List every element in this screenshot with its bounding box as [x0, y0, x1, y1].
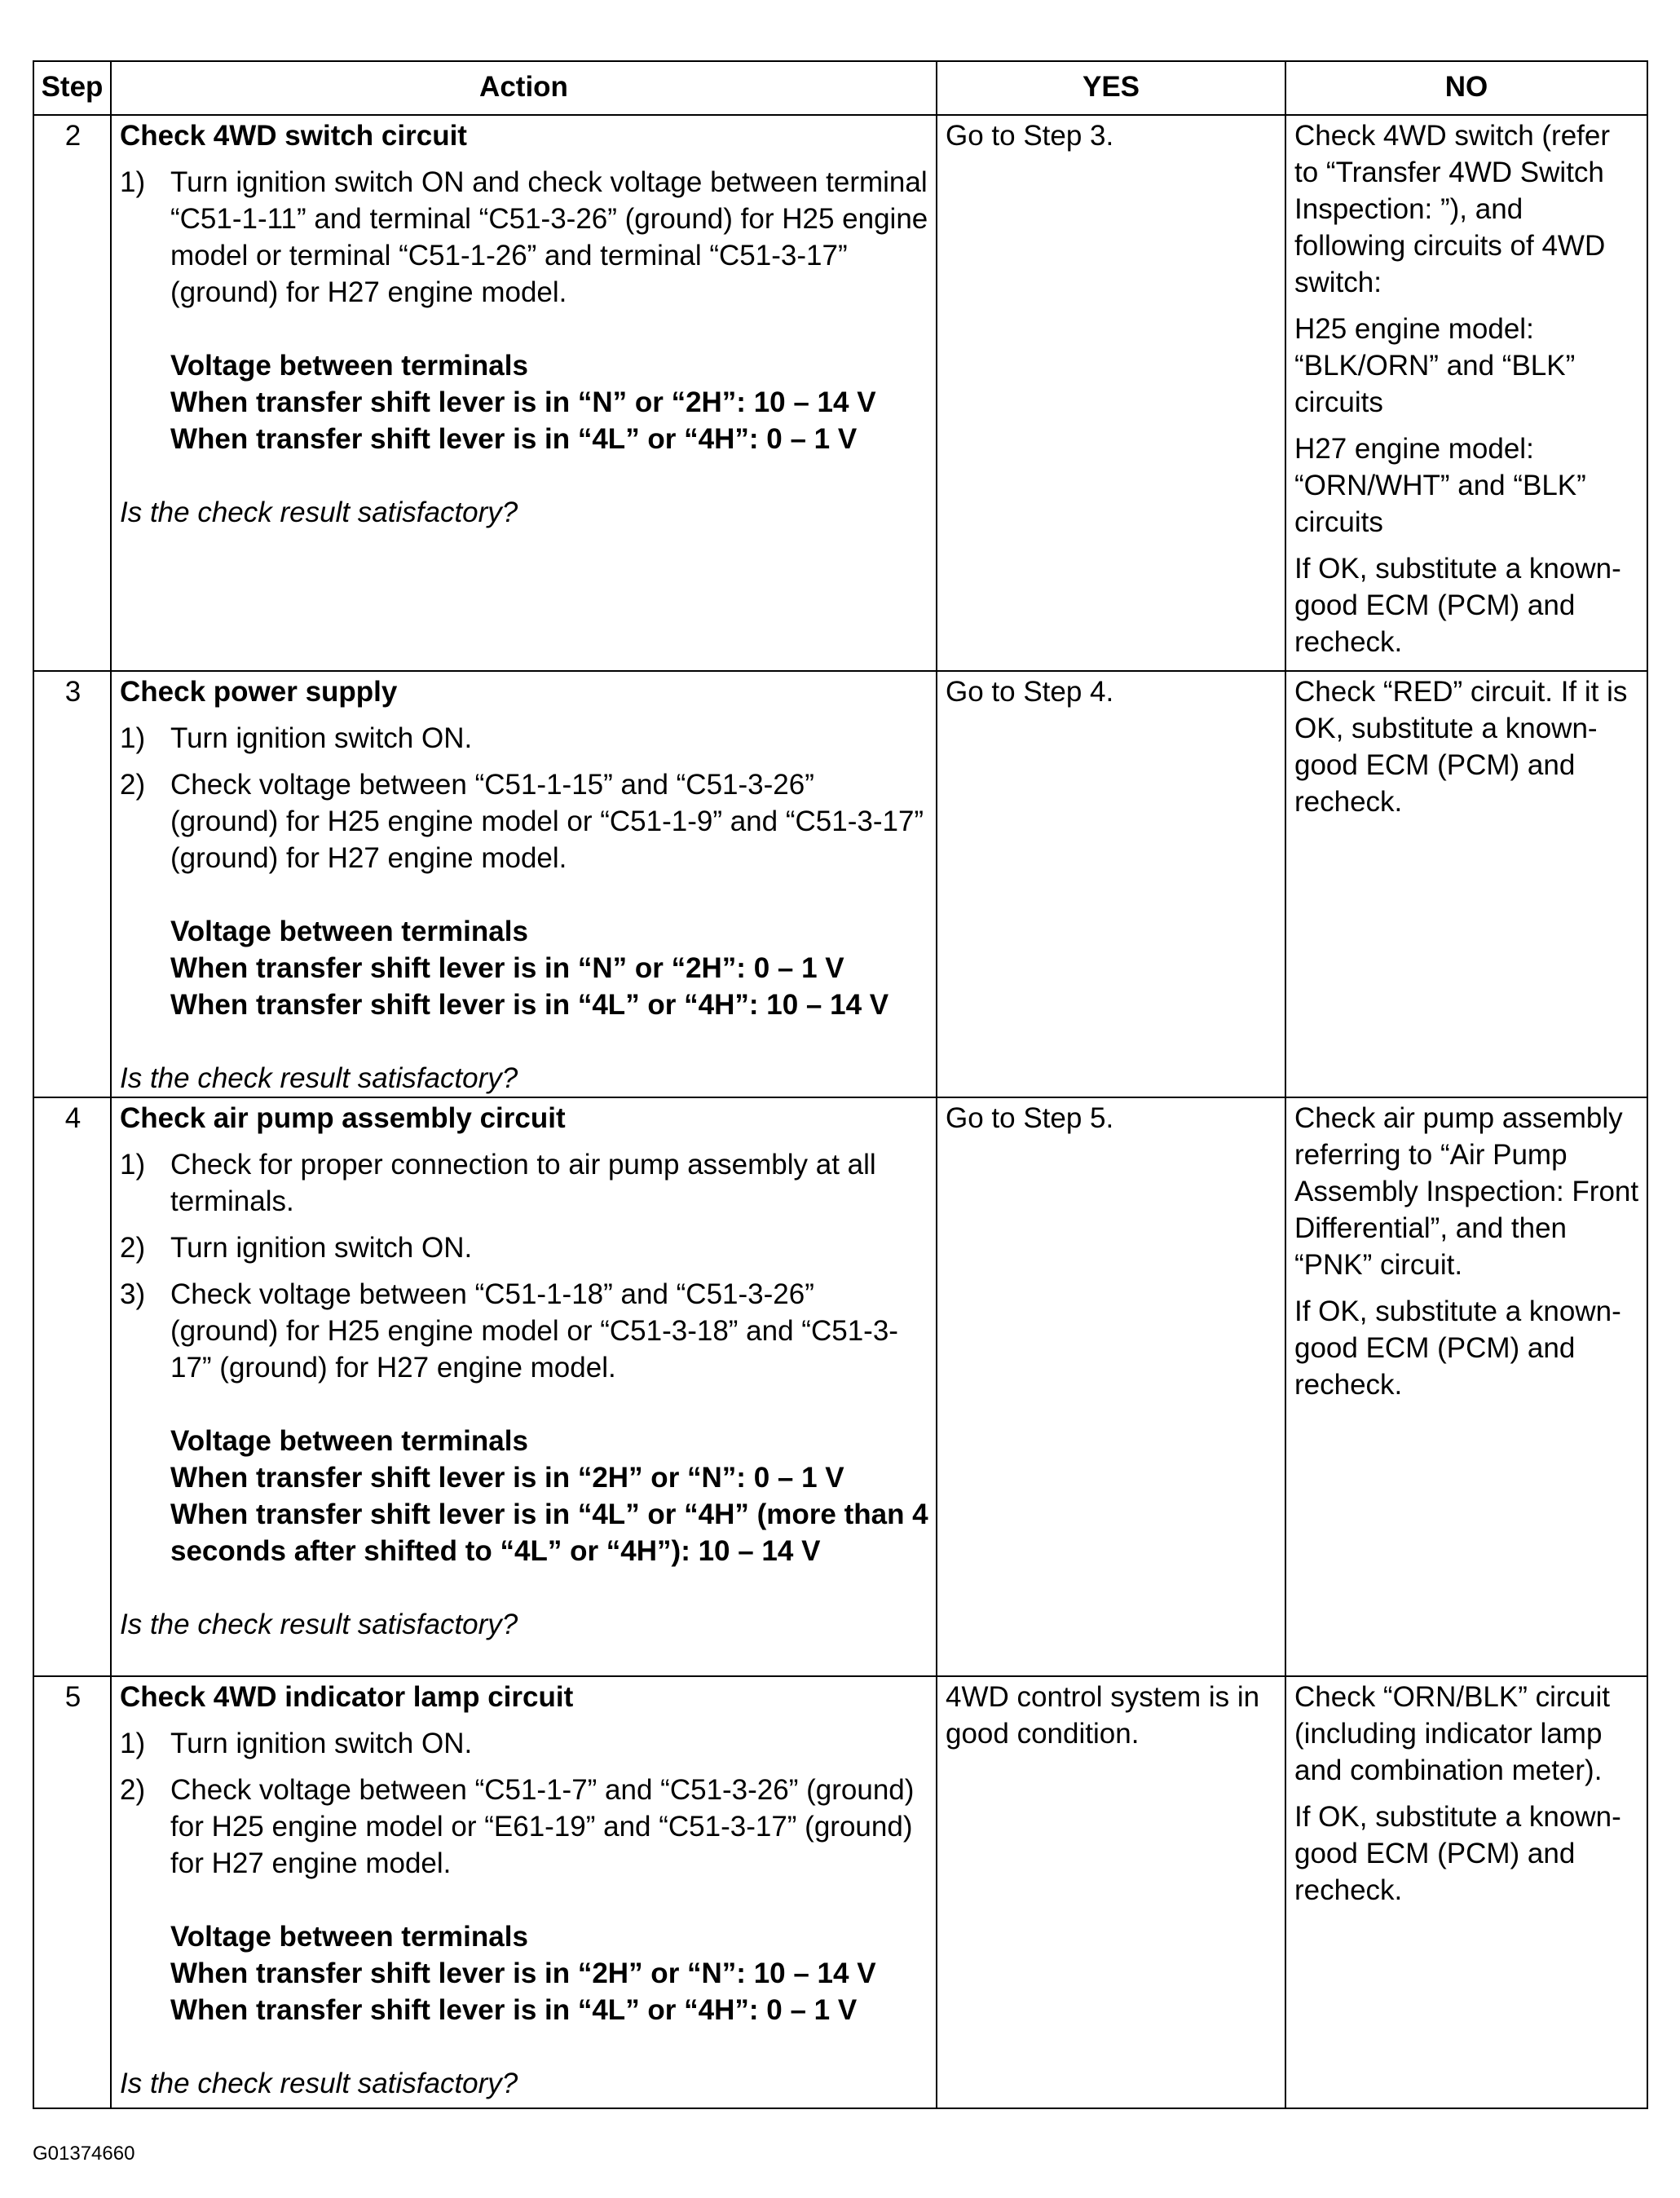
- instruction: [120, 1725, 929, 1762]
- instruction-text: Check voltage between “C51-1-15” and “C51-3-26” (ground) for H25 engine model or “C51-1-9” and “C51-3-17” (ground) for H27 engine model.: [170, 769, 924, 874]
- header-no: NO: [1285, 61, 1647, 115]
- no-paragraph: H27 engine model: “ORN/WHT” and “BLK” circuits: [1294, 433, 1586, 538]
- troubleshooting-table: [33, 60, 1648, 2109]
- instruction: [120, 720, 929, 757]
- voltage-condition: When transfer shift lever is in “4L” or “4H”: 0 – 1 V: [170, 423, 858, 455]
- yes-cell: Go to Step 4.: [937, 671, 1285, 1097]
- voltage-condition: When transfer shift lever is in “4L” or “4H”: 10 – 14 V: [170, 989, 889, 1021]
- no-paragraph: Check “ORN/BLK” circuit (including indicator lamp and combination meter).: [1294, 1681, 1611, 1786]
- action-cell: [111, 671, 937, 1097]
- no-paragraph: Check “RED” circuit. If it is OK, substitute a known-good ECM (PCM) and recheck.: [1294, 676, 1628, 818]
- voltage-heading: Voltage between terminals: [170, 916, 528, 947]
- check-question: Is the check result satisfactory?: [120, 497, 518, 528]
- instruction: [120, 1276, 929, 1386]
- yes-cell: 4WD control system is in good condition.: [937, 1676, 1285, 2108]
- instruction-text: Turn ignition switch ON.: [170, 1232, 473, 1264]
- action-cell: [111, 115, 937, 671]
- voltage-spec: [170, 1423, 929, 1569]
- step-title: Check power supply: [120, 676, 398, 708]
- figure-id: G01374660: [33, 2143, 135, 2165]
- voltage-heading: Voltage between terminals: [170, 350, 528, 382]
- voltage-heading: Voltage between terminals: [170, 1921, 528, 1953]
- step-number: 4: [33, 1097, 111, 1676]
- instruction-text: Turn ignition switch ON.: [170, 722, 473, 754]
- table-row: [33, 1097, 1647, 1676]
- yes-cell: Go to Step 5.: [937, 1097, 1285, 1676]
- table-row: [33, 115, 1647, 671]
- step-title: Check air pump assembly circuit: [120, 1102, 566, 1134]
- instruction: [120, 766, 929, 876]
- step-number: 3: [33, 671, 111, 1097]
- instruction-text: Turn ignition switch ON and check voltage between terminal “C51-1-11” and terminal “C51-3-26” (ground) for H25 engine model or terminal “C51-1-26” and terminal “C51-3-17” (ground) for H27 engine model.: [170, 166, 928, 308]
- voltage-condition: When transfer shift lever is in “N” or “2H”: 10 – 14 V: [170, 386, 876, 418]
- header-yes: YES: [937, 61, 1285, 115]
- instruction-number: 2): [120, 1232, 146, 1264]
- table-row: [33, 671, 1647, 1097]
- step-number: 5: [33, 1676, 111, 2108]
- voltage-condition: When transfer shift lever is in “4L” or “4H”: 0 – 1 V: [170, 1994, 858, 2026]
- step-title: Check 4WD switch circuit: [120, 120, 467, 152]
- instruction-number: 1): [120, 722, 146, 754]
- no-paragraph: H25 engine model: “BLK/ORN” and “BLK” circuits: [1294, 313, 1576, 418]
- check-question: Is the check result satisfactory?: [120, 1609, 518, 1640]
- check-question: Is the check result satisfactory?: [120, 1062, 518, 1094]
- header-row: [33, 61, 1647, 115]
- instruction-number: 3): [120, 1278, 146, 1310]
- voltage-condition: When transfer shift lever is in “2H” or “N”: 10 – 14 V: [170, 1957, 876, 1989]
- voltage-heading: Voltage between terminals: [170, 1425, 528, 1457]
- voltage-spec: [170, 1918, 929, 2028]
- instruction-number: 1): [120, 1728, 146, 1759]
- no-paragraph: If OK, substitute a known-good ECM (PCM) and recheck.: [1294, 1801, 1621, 1906]
- instruction-number: 2): [120, 769, 146, 801]
- action-cell: [111, 1097, 937, 1676]
- instruction-text: Check voltage between “C51-1-7” and “C51-3-26” (ground) for H25 engine model or “E61-19” and “C51-3-17” (ground) for H27 engine model.: [170, 1774, 915, 1879]
- no-paragraph: Check 4WD switch (refer to “Transfer 4WD Switch Inspection: ”), and following circuits of 4WD switch:: [1294, 120, 1611, 298]
- instruction: [120, 164, 929, 311]
- instruction-text: Check for proper connection to air pump assembly at all terminals.: [170, 1149, 876, 1217]
- instruction-number: 2): [120, 1774, 146, 1806]
- step-title: Check 4WD indicator lamp circuit: [120, 1681, 574, 1713]
- instruction-text: Check voltage between “C51-1-18” and “C51-3-26” (ground) for H25 engine model or “C51-3-18” and “C51-3-17” (ground) for H27 engine model.: [170, 1278, 898, 1384]
- action-cell: [111, 1676, 937, 2108]
- instruction: [120, 1229, 929, 1266]
- voltage-condition: When transfer shift lever is in “2H” or “N”: 0 – 1 V: [170, 1462, 844, 1494]
- header-step: Step: [33, 61, 111, 115]
- no-paragraph: If OK, substitute a known-good ECM (PCM) and recheck.: [1294, 553, 1621, 658]
- yes-cell: Go to Step 3.: [937, 115, 1285, 671]
- instruction: [120, 1146, 929, 1220]
- table-row: [33, 1676, 1647, 2108]
- no-cell: [1285, 1097, 1647, 1676]
- voltage-condition: When transfer shift lever is in “N” or “2H”: 0 – 1 V: [170, 952, 844, 984]
- instruction-text: Turn ignition switch ON.: [170, 1728, 473, 1759]
- instruction-number: 1): [120, 1149, 146, 1181]
- instruction-number: 1): [120, 166, 146, 198]
- no-paragraph: Check air pump assembly referring to “Air Pump Assembly Inspection: Front Differential”, and then “PNK” circuit.: [1294, 1102, 1639, 1281]
- voltage-condition: When transfer shift lever is in “4L” or “4H” (more than 4 seconds after shifted to “4L” or “4H”): 10 – 14 V: [170, 1498, 928, 1567]
- check-question: Is the check result satisfactory?: [120, 2068, 518, 2099]
- voltage-spec: [170, 347, 929, 457]
- no-cell: [1285, 115, 1647, 671]
- no-cell: [1285, 1676, 1647, 2108]
- instruction: [120, 1772, 929, 1882]
- step-number: 2: [33, 115, 111, 671]
- header-action: Action: [111, 61, 937, 115]
- no-paragraph: If OK, substitute a known-good ECM (PCM) and recheck.: [1294, 1295, 1621, 1401]
- voltage-spec: [170, 913, 929, 1023]
- no-cell: [1285, 671, 1647, 1097]
